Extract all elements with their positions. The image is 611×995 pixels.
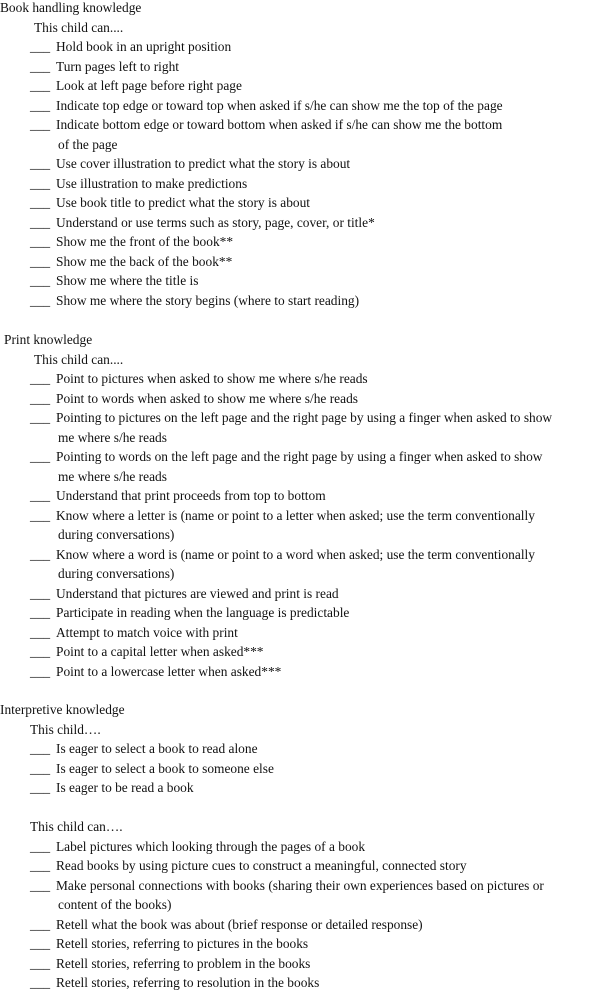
item-continuation-line: content of the books) xyxy=(58,897,172,912)
checklist-item-text xyxy=(30,369,611,389)
checklist-item-text xyxy=(30,96,611,116)
checklist-item-text xyxy=(30,408,611,447)
item-line: Use book title to predict what the story is about xyxy=(56,195,311,210)
checklist-item xyxy=(0,252,611,272)
section-title: Book handling knowledge xyxy=(0,0,142,15)
checklist-item xyxy=(0,486,611,506)
checkbox-blank[interactable]: ___ xyxy=(30,760,51,776)
item-line: Read books by using picture cues to construct a meaningful, connected story xyxy=(56,858,467,873)
section-book-handling xyxy=(0,0,611,310)
item-continuation-line: of the page xyxy=(58,136,118,152)
item-line: Know where a letter is (name or point to a letter when asked; use the term conventionally xyxy=(56,507,535,523)
checklist-item xyxy=(0,291,611,311)
checklist-item-text xyxy=(30,115,611,154)
checklist-item xyxy=(0,876,611,915)
item-line: Retell what the book was about (brief response or detailed response) xyxy=(56,916,423,932)
item-line: Understand or use terms such as story, page, cover, or title* xyxy=(56,214,375,230)
item-list xyxy=(0,369,611,681)
group-spacer xyxy=(0,798,611,818)
checkbox-blank[interactable]: ___ xyxy=(30,449,51,464)
checklist-item xyxy=(0,603,611,623)
checklist-item-text xyxy=(30,545,611,584)
checkbox-blank[interactable]: ___ xyxy=(30,507,51,523)
checklist-item-text xyxy=(30,37,611,57)
checklist-item-text xyxy=(30,232,611,252)
section-print-knowledge xyxy=(0,330,611,681)
item-line: Pointing to words on the left page and the right page by using a finger when asked to show xyxy=(56,449,543,464)
item-line: Use cover illustration to predict what the story is about xyxy=(56,156,351,171)
checklist-item xyxy=(0,584,611,604)
item-continuation-line: during conversations) xyxy=(58,566,175,581)
checklist-item-text xyxy=(30,739,611,759)
checklist-item xyxy=(0,96,611,116)
checklist-item xyxy=(0,76,611,96)
item-line: Show me the front of the book** xyxy=(56,234,234,249)
checklist-item xyxy=(0,115,611,154)
checkbox-blank[interactable]: ___ xyxy=(30,546,51,562)
item-line: Point to a lowercase letter when asked*** xyxy=(56,663,282,679)
checklist-item-text xyxy=(30,623,611,643)
checkbox-blank[interactable]: ___ xyxy=(30,175,51,191)
item-line: Point to pictures when asked to show me where s/he reads xyxy=(56,371,368,386)
checkbox-blank[interactable]: ___ xyxy=(30,117,51,132)
checklist-item-text xyxy=(30,291,611,311)
checklist-item xyxy=(0,193,611,213)
item-continuation-line: during conversations) xyxy=(58,527,175,542)
item-line: Label pictures which looking through the pages of a book xyxy=(56,838,366,854)
item-list xyxy=(0,37,611,310)
checklist-item-text xyxy=(30,584,611,604)
checklist-item-text xyxy=(30,252,611,272)
item-list xyxy=(0,739,611,798)
item-line: Show me where the title is xyxy=(56,273,199,288)
item-line: Indicate bottom edge or toward bottom when asked if s/he can show me the bottom xyxy=(56,117,503,132)
checklist-item-text xyxy=(30,837,611,857)
item-line: Point to a capital letter when asked*** xyxy=(56,644,264,659)
checkbox-blank[interactable]: ___ xyxy=(30,624,51,640)
checklist-item-text xyxy=(30,447,611,486)
section-intro: This child can.... xyxy=(34,351,124,367)
checkbox-blank[interactable]: ___ xyxy=(30,156,51,171)
section-interpretive-knowledge xyxy=(0,700,611,993)
item-line: Point to words when asked to show me where s/he reads xyxy=(56,390,358,406)
checklist-item-text xyxy=(30,973,611,993)
checklist-item xyxy=(0,623,611,643)
checklist-item xyxy=(0,739,611,759)
section-intro: This child can…. xyxy=(30,819,123,834)
checkbox-blank[interactable]: ___ xyxy=(30,234,51,249)
checklist-item-text xyxy=(30,642,611,662)
checklist-item xyxy=(0,408,611,447)
section-intro: This child can.... xyxy=(34,19,124,35)
item-line: Look at left page before right page xyxy=(56,78,242,93)
checklist-item-text xyxy=(30,76,611,96)
checkbox-blank[interactable]: ___ xyxy=(30,371,51,386)
checkbox-blank[interactable]: ___ xyxy=(30,780,51,795)
item-line: Participate in reading when the language is predictable xyxy=(56,605,350,620)
checklist-item xyxy=(0,973,611,993)
checkbox-blank[interactable]: ___ xyxy=(30,741,51,756)
item-line: Indicate top edge or toward top when asked if s/he can show me the top of the page xyxy=(56,97,503,113)
checkbox-blank[interactable]: ___ xyxy=(30,585,51,601)
item-line: Understand that print proceeds from top to bottom xyxy=(56,488,326,503)
item-continuation-line: me where s/he reads xyxy=(58,468,167,484)
item-line: Pointing to pictures on the left page and the right page by using a finger when asked to show xyxy=(56,410,553,425)
checklist-item-text xyxy=(30,213,611,233)
checklist-item xyxy=(0,37,611,57)
item-line: Retell stories, referring to pictures in the books xyxy=(56,936,309,951)
checkbox-blank[interactable]: ___ xyxy=(30,838,51,854)
item-line: Know where a word is (name or point to a word when asked; use the term conventionally xyxy=(56,546,535,562)
checklist-item-text xyxy=(30,271,611,291)
checkbox-blank[interactable]: ___ xyxy=(30,195,51,210)
item-continuation-line: me where s/he reads xyxy=(58,429,167,445)
checkbox-blank[interactable]: ___ xyxy=(30,410,51,425)
checklist-item-text xyxy=(30,876,611,915)
section-intro: This child…. xyxy=(30,721,101,737)
checkbox-blank[interactable]: ___ xyxy=(30,273,51,288)
checklist-item xyxy=(0,545,611,584)
checklist-item-text xyxy=(30,486,611,506)
item-line: Attempt to match voice with print xyxy=(56,624,238,640)
checklist-item-text xyxy=(30,603,611,623)
checklist-item xyxy=(0,662,611,682)
checklist-item-text xyxy=(30,506,611,545)
checklist-item-text xyxy=(30,954,611,974)
checkbox-blank[interactable]: ___ xyxy=(30,214,51,230)
checkbox-blank[interactable]: ___ xyxy=(30,39,51,54)
checkbox-blank[interactable]: ___ xyxy=(30,390,51,406)
checklist-item-text xyxy=(30,57,611,77)
checklist-item xyxy=(0,506,611,545)
checkbox-blank[interactable]: ___ xyxy=(30,975,51,990)
checkbox-blank[interactable]: ___ xyxy=(30,488,51,503)
checklist-item-text xyxy=(30,193,611,213)
checklist-item-text xyxy=(30,934,611,954)
checklist-item xyxy=(0,759,611,779)
item-line: Is eager to select a book to read alone xyxy=(56,741,258,756)
checklist-item-text xyxy=(30,778,611,798)
checklist-item xyxy=(0,856,611,876)
item-line: Turn pages left to right xyxy=(56,58,179,74)
checkbox-blank[interactable]: ___ xyxy=(30,605,51,620)
section-title: Interpretive knowledge xyxy=(0,702,125,717)
checklist-item xyxy=(0,954,611,974)
checklist-item-text xyxy=(30,856,611,876)
checklist-item-text xyxy=(30,154,611,174)
checkbox-blank[interactable]: ___ xyxy=(30,936,51,951)
checkbox-blank[interactable]: ___ xyxy=(30,858,51,873)
checklist-item xyxy=(0,213,611,233)
checkbox-blank[interactable]: ___ xyxy=(30,955,51,971)
item-line: Retell stories, referring to problem in the books xyxy=(56,955,311,971)
checklist-item-text xyxy=(30,915,611,935)
checklist-item-text xyxy=(30,759,611,779)
checklist-item xyxy=(0,389,611,409)
checklist-item xyxy=(0,642,611,662)
item-line: Is eager to be read a book xyxy=(56,780,194,795)
item-line: Show me where the story begins (where to start reading) xyxy=(56,292,360,308)
checkbox-blank[interactable]: ___ xyxy=(30,644,51,659)
checklist-item xyxy=(0,778,611,798)
item-line: Make personal connections with books (sharing their own experiences based on pictures or xyxy=(56,877,544,893)
item-list xyxy=(0,837,611,993)
section-title: Print knowledge xyxy=(4,332,93,347)
checklist-item xyxy=(0,837,611,857)
checklist-item-text xyxy=(30,389,611,409)
checklist-item xyxy=(0,934,611,954)
checklist-item xyxy=(0,174,611,194)
checklist-item xyxy=(0,915,611,935)
checklist-item xyxy=(0,154,611,174)
item-line: Understand that pictures are viewed and print is read xyxy=(56,585,339,601)
checklist-item xyxy=(0,369,611,389)
checklist-item xyxy=(0,447,611,486)
checkbox-blank[interactable]: ___ xyxy=(30,292,51,308)
checklist-item xyxy=(0,271,611,291)
item-line: Is eager to select a book to someone else xyxy=(56,760,274,776)
item-line: Retell stories, referring to resolution in the books xyxy=(56,975,320,990)
checkbox-blank[interactable]: ___ xyxy=(30,663,51,679)
checklist-item xyxy=(0,57,611,77)
checklist-item xyxy=(0,232,611,252)
checklist-item-text xyxy=(30,174,611,194)
item-line: Hold book in an upright position xyxy=(56,39,232,54)
checklist-item-text xyxy=(30,662,611,682)
checkbox-blank[interactable]: ___ xyxy=(30,253,51,269)
checkbox-blank[interactable]: ___ xyxy=(30,97,51,113)
item-line: Use illustration to make predictions xyxy=(56,175,248,191)
item-line: Show me the back of the book** xyxy=(56,253,233,269)
checkbox-blank[interactable]: ___ xyxy=(30,58,51,74)
checkbox-blank[interactable]: ___ xyxy=(30,78,51,93)
checkbox-blank[interactable]: ___ xyxy=(30,877,51,893)
checkbox-blank[interactable]: ___ xyxy=(30,916,51,932)
